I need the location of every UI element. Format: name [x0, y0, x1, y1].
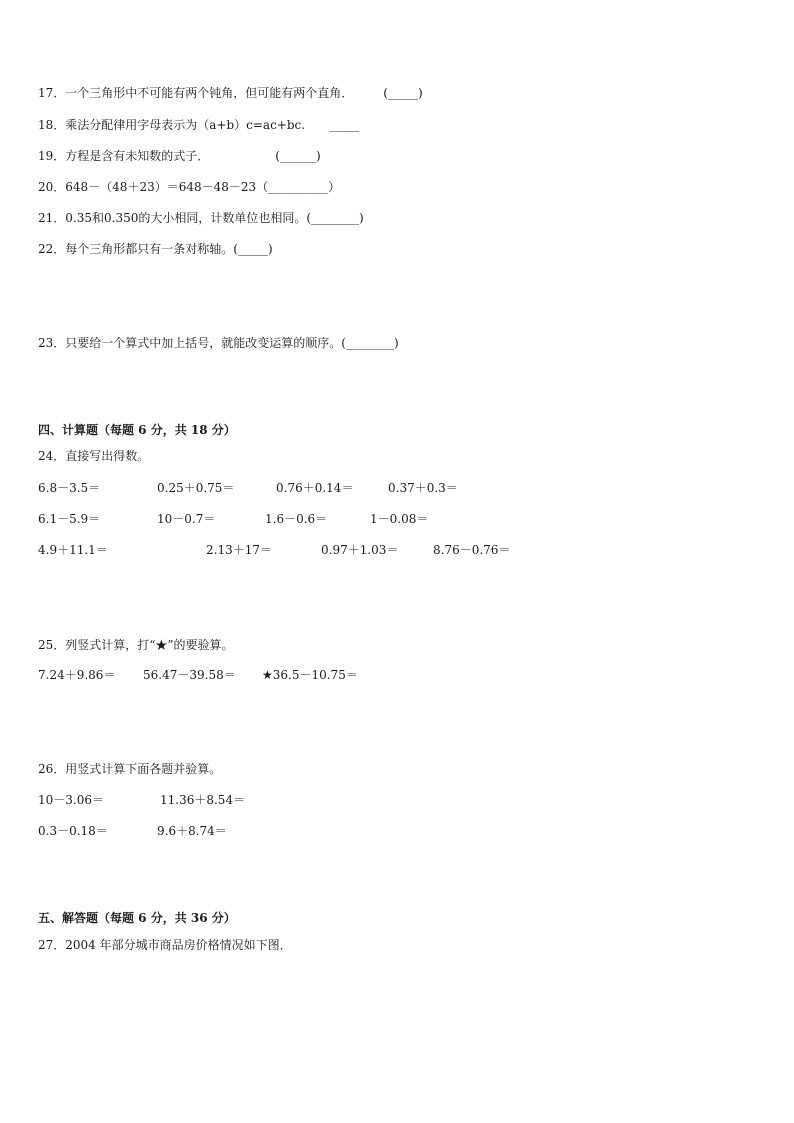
calc-item: 6.8－3.5＝ [38, 481, 101, 495]
calc-item: 4.9＋11.1＝ [38, 543, 108, 557]
calc-item: 0.25＋0.75＝ [157, 481, 235, 495]
calc-item: 10－3.06＝ [38, 793, 104, 807]
calc-item: 7.24＋9.86＝ [38, 668, 116, 682]
question-17: 17．一个三角形中不可能有两个钝角，但可能有两个直角． (_____) [38, 86, 423, 100]
calc-item: ★36.5－10.75＝ [262, 668, 358, 682]
calc-item: 0.37＋0.3＝ [388, 481, 458, 495]
question-23: 23．只要给一个算式中加上括号，就能改变运算的顺序。(________) [38, 336, 399, 350]
calc-item: 0.76＋0.14＝ [276, 481, 354, 495]
calc-item: 11.36＋8.54＝ [160, 793, 246, 807]
question-20: 20．648－（48＋23）＝648－48－23（__________） [38, 180, 341, 194]
calc-item: 10－0.7＝ [157, 512, 216, 526]
question-18: 18．乘法分配律用字母表示为（a+b）c=ac+bc. _____ [38, 118, 360, 132]
question-19: 19．方程是含有未知数的式子． (______) [38, 149, 321, 163]
question-27: 27．2004 年部分城市商品房价格情况如下图． [38, 938, 292, 952]
calc-item: 2.13＋17＝ [206, 543, 272, 557]
calc-item: 9.6＋8.74＝ [157, 824, 227, 838]
question-25-title: 25．列竖式计算，打“★”的要验算。 [38, 638, 234, 652]
question-22: 22．每个三角形都只有一条对称轴。(_____) [38, 242, 273, 256]
calc-item: 8.76－0.76＝ [433, 543, 511, 557]
calc-item: 56.47－39.58＝ [143, 668, 236, 682]
calc-item: 0.97＋1.03＝ [321, 543, 399, 557]
calc-item: 0.3－0.18＝ [38, 824, 108, 838]
calc-item: 1－0.08＝ [370, 512, 429, 526]
section-4-heading: 四、计算题（每题 6 分，共 18 分） [38, 423, 236, 437]
question-21: 21．0.35和0.350的大小相同，计数单位也相同。(________) [38, 211, 364, 225]
question-24-title: 24．直接写出得数。 [38, 449, 150, 463]
question-26-title: 26．用竖式计算下面各题并验算。 [38, 762, 222, 776]
calc-item: 1.6－0.6＝ [265, 512, 328, 526]
calc-item: 6.1－5.9＝ [38, 512, 101, 526]
section-5-heading: 五、解答题（每题 6 分，共 36 分） [38, 911, 236, 925]
